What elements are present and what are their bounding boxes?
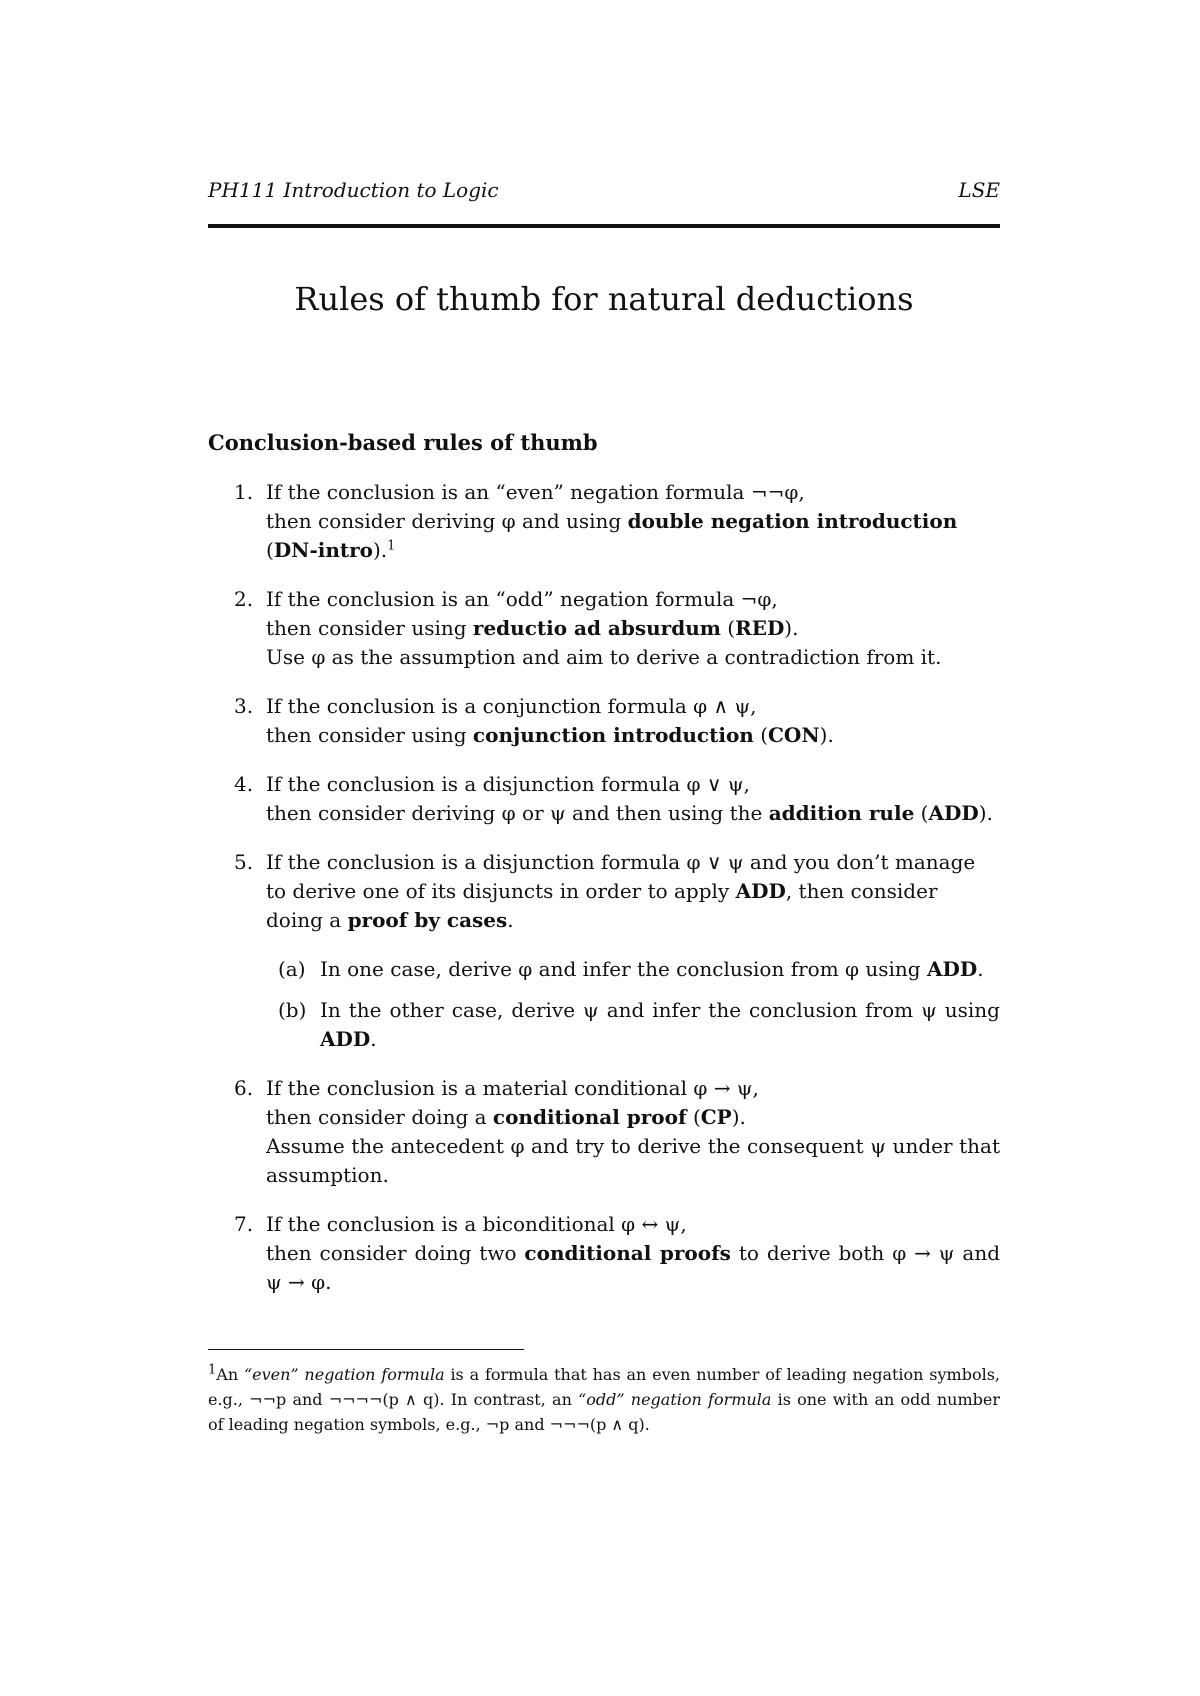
rule-item-6	[208, 1074, 1000, 1190]
rule-line: If the conclusion is a disjunction formula φ ∨ ψ and you don’t manage	[266, 850, 976, 874]
rule-number: 2.	[234, 587, 254, 611]
rule-line: (DN-intro).$^1$	[266, 538, 396, 562]
section-heading: Conclusion-based rules of thumb	[208, 430, 598, 455]
header-rule	[208, 224, 1000, 228]
rule-name: addition rule	[768, 801, 915, 825]
rule-line: then consider deriving φ and using double negation introduction	[266, 509, 958, 533]
rule-line: then consider using reductio ad absurdum (RED).	[266, 616, 799, 640]
course-name: PH111 Introduction to Logic	[208, 178, 499, 202]
footnote-rule	[208, 1349, 524, 1350]
rule-item-1	[208, 478, 1000, 565]
rule-line: If the conclusion is a conjunction formula φ ∧ ψ,	[266, 694, 757, 718]
rule-name: conjunction introduction	[472, 723, 754, 747]
rule-abbrev: ADD	[735, 879, 786, 903]
rule-line: doing a proof by cases.	[266, 908, 514, 932]
rule-item-4	[208, 770, 1000, 828]
rule-line: then consider doing two conditional proofs to derive both φ → ψ and ψ → φ.	[266, 1241, 1000, 1294]
rule-line: then consider doing a conditional proof (CP).	[266, 1105, 746, 1129]
page-title: Rules of thumb for natural deductions	[294, 280, 914, 318]
rule-number: 4.	[234, 772, 254, 796]
rule-abbrev: ADD	[926, 957, 978, 981]
rule-name: proof by cases	[347, 908, 508, 932]
rule-line: If the conclusion is a biconditional φ ↔ ψ,	[266, 1212, 687, 1236]
rule-number: 1.	[234, 480, 254, 504]
rule-name: double negation introduction	[627, 509, 958, 533]
rule-name: conditional proof	[492, 1105, 687, 1129]
subcase-label: (a)	[278, 957, 306, 981]
rule-line: Use φ as the assumption and aim to derive a contradiction from it.	[266, 645, 942, 669]
rule-name: conditional proofs	[524, 1241, 731, 1265]
rule-item-5	[208, 848, 1000, 935]
subcase-b: (b) In the other case, derive ψ and infer the conclusion from ψ using ADD.	[278, 998, 1000, 1051]
rules-list	[208, 478, 1000, 1317]
footnote-number: 1	[208, 1362, 217, 1378]
footnote-marker: 1	[387, 538, 396, 554]
running-header	[208, 178, 1000, 208]
rule-line: If the conclusion is a material conditional φ → ψ,	[266, 1076, 759, 1100]
rule-line: to derive one of its disjuncts in order to apply ADD, then consider	[266, 879, 938, 903]
rule-item-7	[208, 1210, 1000, 1297]
rule-abbrev: ADD	[320, 1027, 371, 1051]
subcase-label: (b)	[278, 998, 307, 1022]
rule-number: 5.	[234, 850, 254, 874]
rule-abbrev: CON	[768, 723, 820, 747]
rule-item-2	[208, 585, 1000, 672]
rule-abbrev: RED	[735, 616, 785, 640]
footnote-term: “even” negation formula	[243, 1365, 445, 1384]
rule-item-3	[208, 692, 1000, 750]
rule-name: reductio ad absurdum	[472, 616, 721, 640]
rule-line: If the conclusion is a disjunction formula φ ∨ ψ,	[266, 772, 750, 796]
rule-abbrev: CP	[700, 1105, 732, 1129]
footnote-term: “odd” negation formula	[578, 1390, 772, 1409]
subcase-a: (a) In one case, derive φ and infer the conclusion from φ using ADD.	[208, 955, 1000, 984]
rule-number: 7.	[234, 1212, 254, 1236]
rule-line: Assume the antecedent φ and try to derive the consequent ψ under that assumption.	[266, 1134, 1000, 1187]
rule-number: 6.	[234, 1076, 254, 1100]
rule-line: then consider deriving φ or ψ and then using the addition rule (ADD).	[266, 801, 993, 825]
rule-number: 3.	[234, 694, 254, 718]
rule-line: If the conclusion is an “odd” negation formula ¬φ,	[266, 587, 778, 611]
footnote: $^1$An “even” negation formula is a formula that has an even number of leading negation symbols, e.g., ¬¬p and ¬¬¬¬(p ∧ q). In contrast, an “odd” negation formula is one with an odd number of leading negation symbols, e.g., ¬p and ¬¬¬(p ∧ q).	[208, 1362, 1001, 1434]
rule-abbrev: ADD	[928, 801, 979, 825]
rule-abbrev: DN-intro	[273, 538, 373, 562]
rule-line: then consider using conjunction introduction (CON).	[266, 723, 834, 747]
institution-name: LSE	[958, 178, 1000, 202]
rule-line: If the conclusion is an “even” negation formula ¬¬φ,	[266, 480, 805, 504]
